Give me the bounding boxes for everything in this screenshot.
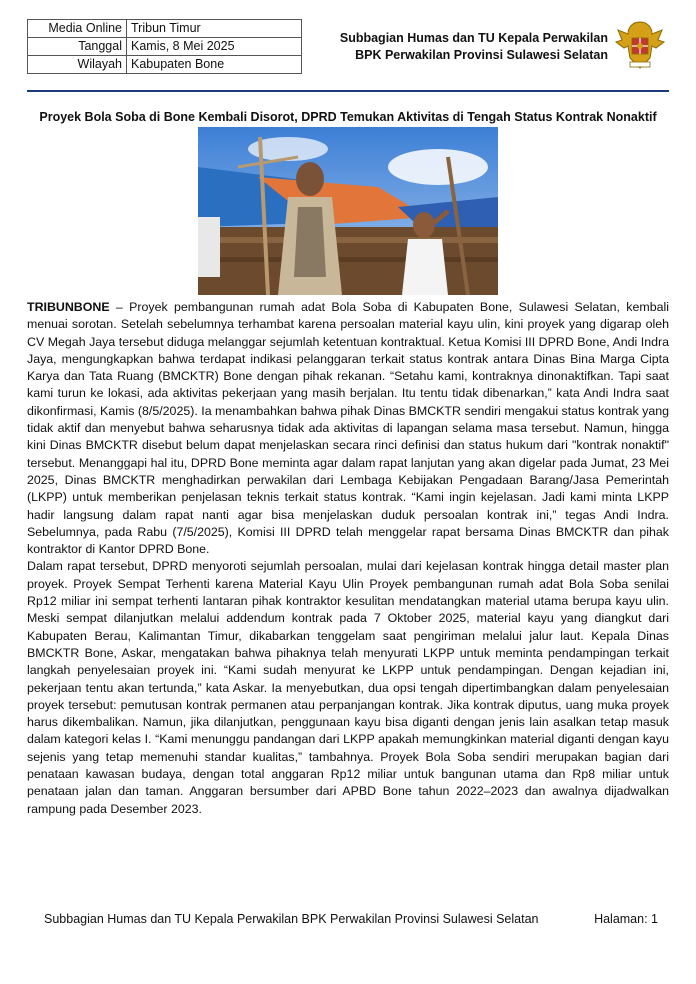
article-headline: Proyek Bola Soba di Bone Kembali Disorot, DPRD Temukan Aktivitas di Tengah Status Kontrak Nonaktif bbox=[39, 110, 657, 124]
header-divider bbox=[27, 90, 669, 92]
meta-label: Media Online bbox=[28, 20, 127, 38]
page-number: Halaman: 1 bbox=[594, 912, 658, 926]
meta-row-media bbox=[28, 20, 302, 38]
footer-org: Subbagian Humas dan TU Kepala Perwakilan BPK Perwakilan Provinsi Sulawesi Selatan bbox=[44, 912, 539, 926]
article-paragraph-1-text: – Proyek pembangunan rumah adat Bola Soba di Kabupaten Bone, Sulawesi Selatan, kembali menuai sorotan. Setelah sebelumnya terhambat karena persoalan material kayu ulin, kini proyek yang digarap oleh CV Megah Jaya tersebut diduga melanggar sejumlah ketentuan kontraktual. Ketua Komisi III DPRD Bone, Andi Indra Jaya, mengungkapkan bahwa terdapat indikasi pelanggaran terkait status kontrak antara Dinas Bina Marga Cipta Karya dan Tata Ruang (BMCKTR) Bone dengan pihak rekanan. “Setahu kami, kontraknya dinonaktifkan. Tapi saat kami turun ke lokasi, ada aktivitas pekerjaan yang masih berjalan. Itu tentu tidak dibenarkan,” kata Andi Indra saat dikonfirmasi, Kamis (8/5/2025). Ia menambahkan bahwa pihak Dinas BMCKTR sendiri mengakui status kontrak yang tidak aktif dan menyebut bahwa seharusnya tidak ada aktivitas di lapangan selama masa tersebut. Namun, hingga kini Dinas BMCKTR disebut belum dapat menjelaskan secara rinci definisi dan status hukum dari "kontrak nonaktif" tersebut. Menanggapi hal itu, DPRD Bone meminta agar dalam rapat lanjutan yang akan digelar pada Jumat, 23 Mei 2025, Dinas BMCKTR menghadirkan perwakilan dari Lembaga Kebijakan Pengadaan Barang/Jasa Pemerintah (LKPP) untuk memberikan penjelasan teknis terkait status kontrak. “Kami ingin kejelasan. Jadi kami minta LKPP hadir langsung dalam rapat nanti agar bisa menjelaskan duduk persoalan kontrak ini,” tegas Andi Indra. Sebelumnya, pada Rabu (7/5/2025), Komisi III DPRD telah menggelar rapat bersama Dinas BMCKTR dan pihak kontraktor di Kantor DPRD Bone. bbox=[27, 300, 669, 557]
article-paragraph-2: Dalam rapat tersebut, DPRD menyoroti sejumlah persoalan, mulai dari kejelasan kontrak hingga detail master plan proyek. Proyek Sempat Terhenti karena Material Kayu Ulin Proyek pembangunan rumah adat Bola Soba senilai Rp12 miliar ini sempat terhenti lantaran pihak kontraktor kesulitan mendatangkan material utama berupa kayu ulin. Meski sempat dilanjutkan melalui addendum kontrak pada 7 Oktober 2025, material kayu yang diangkut dari Kabupaten Berau, Kalimantan Timur, dikabarkan tenggelam saat pengiriman melalui jalur laut. Kepala Dinas BMCKTR Bone, Askar, mengatakan bahwa pihaknya telah menyurati LKPP untuk meminta pendampingan terkait langkah penyelesaian proyek ini. “Kami sudah menyurat ke LKPP untuk pendampingan. Dengan kejadian ini, pekerjaan tentu akan tertunda,” kata Askar. Ia menyebutkan, dua opsi tengah dipertimbangkan dalam penyelesaian proyek tersebut: pemutusan kontrak permanen atau perpanjangan kontrak. Jika kontrak diputus, uang muka proyek harus dikembalikan. Namun, jika dilanjutkan, penggunaan kayu bisa diganti dengan jenis lain asalkan tetap masuk dalam kategori kelas I. “Kami menunggu pandangan dari LKPP apakah memungkinkan material diganti dengan kayu sejenis yang tetap memenuhi standar kualitas,” tambahnya. Proyek Bola Soba sendiri merupakan bagian dari penataan kawasan budaya, dengan total anggaran Rp12 miliar untuk bangunan utama dan Rp8 miliar untuk penataan jalan dan taman. Anggaran bersumber dari APBD Bone tahun 2022–2023 dan awalnya dijadwalkan rampung pada Desember 2023. bbox=[27, 559, 669, 816]
org-header bbox=[340, 30, 608, 64]
meta-value: Kamis, 8 Mei 2025 bbox=[127, 38, 302, 56]
article-photo bbox=[198, 127, 498, 295]
garuda-emblem-icon bbox=[614, 16, 666, 72]
meta-value: Kabupaten Bone bbox=[127, 56, 302, 74]
meta-label: Wilayah bbox=[28, 56, 127, 74]
org-line-2: BPK Perwakilan Provinsi Sulawesi Selatan bbox=[355, 48, 608, 62]
meta-row-region bbox=[28, 56, 302, 74]
meta-value: Tribun Timur bbox=[127, 20, 302, 38]
meta-table bbox=[27, 19, 302, 74]
meta-label: Tanggal bbox=[28, 38, 127, 56]
article-dateline: TRIBUNBONE bbox=[27, 300, 110, 314]
article-paragraph-1 bbox=[27, 299, 669, 558]
meta-row-date bbox=[28, 38, 302, 56]
article-body bbox=[27, 299, 669, 818]
org-line-1: Subbagian Humas dan TU Kepala Perwakilan bbox=[339, 31, 608, 45]
